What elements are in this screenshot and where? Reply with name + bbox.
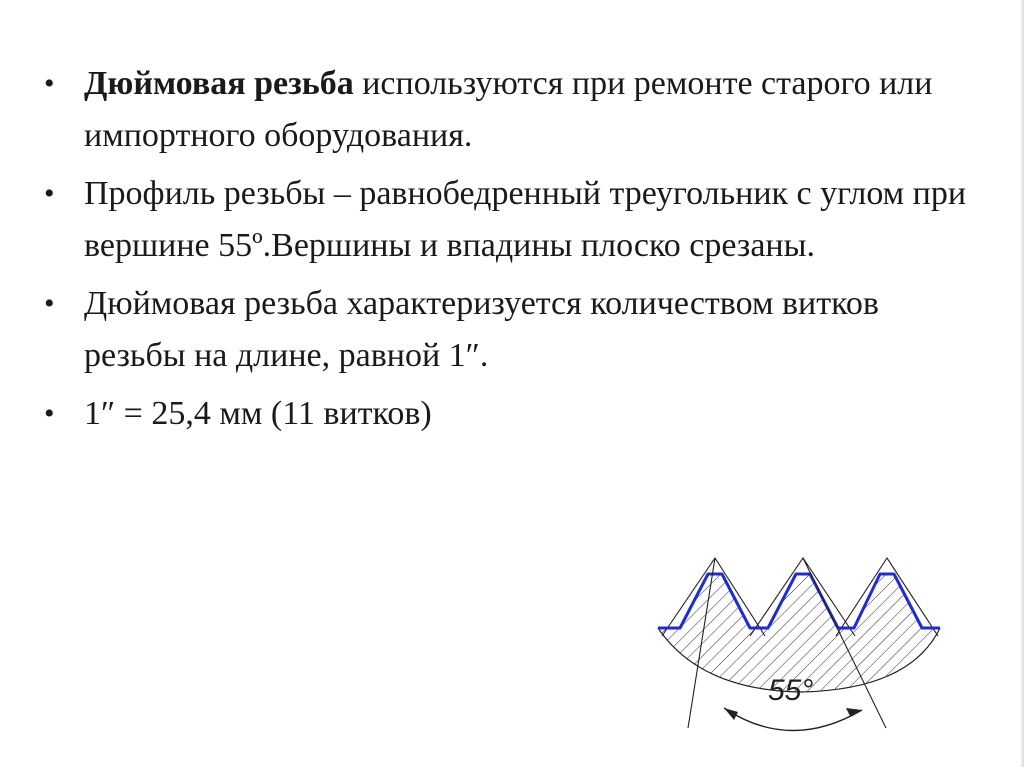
bullet-text: Профиль резьбы – равнобедренный треугольник с углом при вершине 55º.Вершины и впадины плоско срезаны.	[84, 175, 967, 264]
bullet-item-1	[44, 58, 974, 162]
angle-label: 55°	[768, 674, 814, 707]
bullet-bold-term: Дюймовая резьба	[84, 65, 354, 102]
bullet-marker: •	[44, 397, 55, 430]
bullet-list	[44, 58, 974, 446]
arrowhead-left	[724, 708, 738, 720]
bullet-item-3	[44, 278, 974, 382]
bullet-marker: •	[44, 287, 55, 320]
bullet-marker: •	[44, 67, 55, 100]
thread-profile-diagram	[640, 540, 960, 760]
slide-edge-shadow	[1020, 0, 1024, 767]
bullet-item-4	[44, 388, 974, 440]
bullet-body: используются при ремонте старого или импортного оборудования.	[84, 65, 933, 154]
bullet-marker: •	[44, 177, 55, 210]
angle-dimension-arc	[724, 708, 862, 731]
bullet-text: Дюймовая резьба характеризуется количеством витков резьбы на длине, равной 1″.	[84, 285, 879, 374]
bullet-item-2	[44, 168, 974, 272]
bullet-text: 1″ = 25,4 мм (11 витков)	[84, 395, 432, 432]
bullet-text	[84, 58, 974, 162]
